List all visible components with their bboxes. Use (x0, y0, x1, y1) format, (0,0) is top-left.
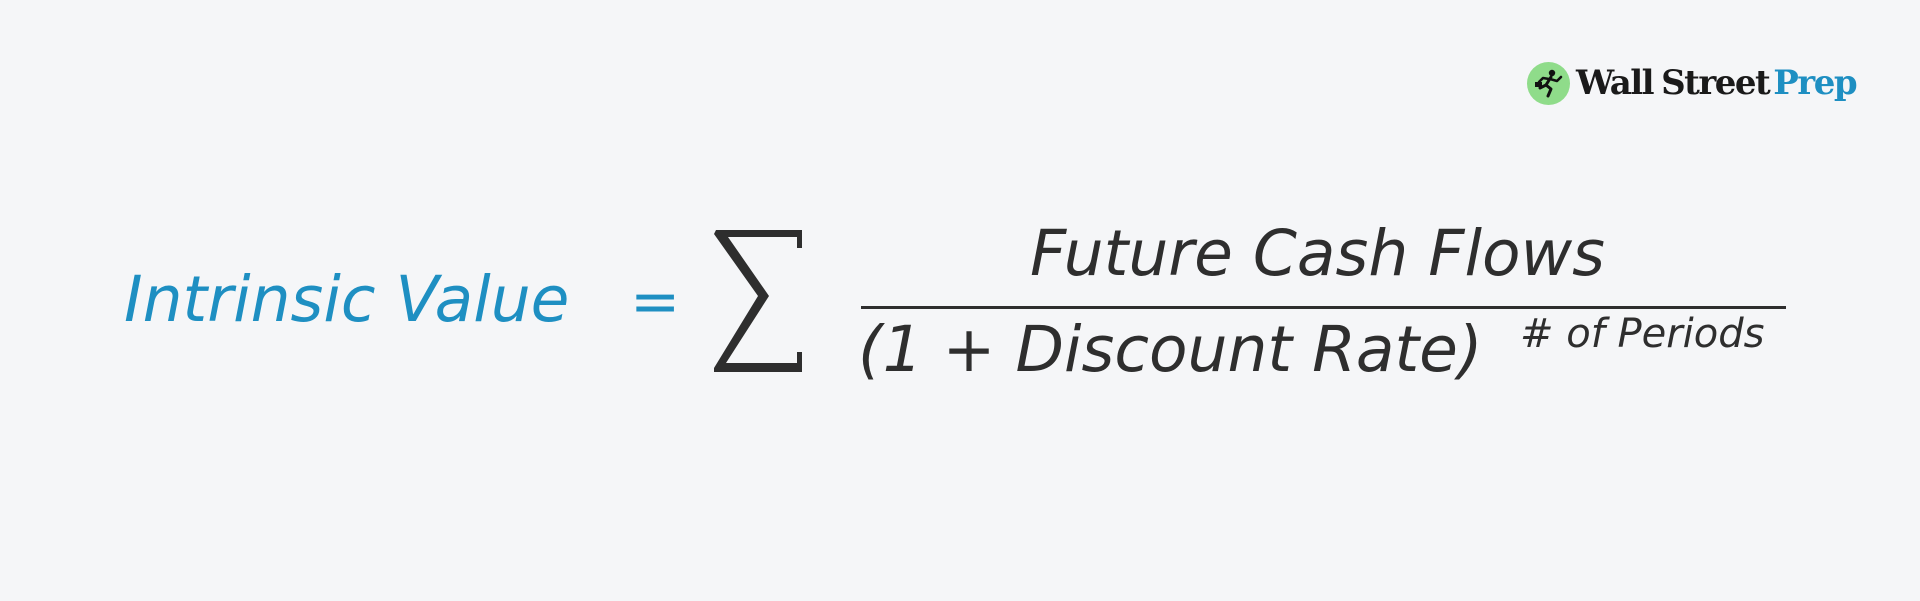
equals-sign: = (630, 267, 681, 337)
logo-word-street: Street (1661, 63, 1770, 103)
intrinsic-value-label: Intrinsic Value (124, 263, 570, 336)
numerator-future-cash-flows: Future Cash Flows (1030, 217, 1605, 290)
summation-icon (714, 230, 804, 372)
logo-word-prep: Prep (1773, 63, 1857, 103)
runner-icon (1527, 62, 1570, 105)
fraction-bar (861, 306, 1786, 309)
logo-word-wall: Wall (1576, 63, 1654, 103)
denominator-discount-rate: (1 + Discount Rate) (858, 313, 1483, 386)
wall-street-prep-logo (1527, 60, 1856, 106)
exponent-periods: # of Periods (1520, 311, 1765, 357)
logo-wordmark (1576, 63, 1857, 103)
